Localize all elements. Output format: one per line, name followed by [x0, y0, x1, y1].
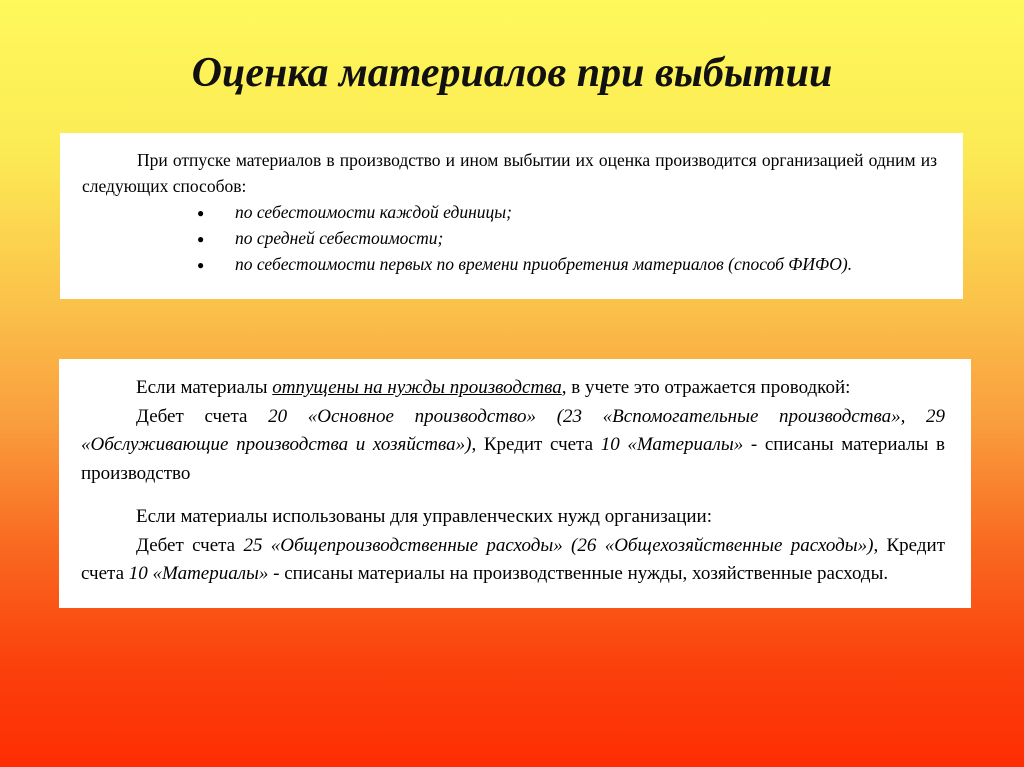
text-run: 20 «Основное производство» (23 «Вспомогательные производства», 29 «Обслуживающие производства и хозяйства»)	[81, 405, 945, 455]
list-item: ● по себестоимости первых по времени приобретения материалов (способ ФИФО).	[235, 251, 937, 277]
list-item: ● по средней себестоимости;	[235, 225, 937, 251]
valuation-methods-box	[60, 133, 963, 299]
list-item: ● по себестоимости каждой единицы;	[235, 199, 937, 225]
entry-paragraph	[81, 503, 945, 532]
intro-paragraph: При отпуске материалов в производство и ином выбытии их оценка производится организацией одним из следующих способов:	[82, 150, 937, 196]
text-run: Если материалы использованы для управленческих нужд организации:	[136, 506, 713, 527]
blank-line	[81, 488, 945, 503]
text-run: 10 «Материалы»	[128, 563, 269, 584]
text-run: - списаны материалы в производство	[81, 434, 945, 484]
text-run: 25 «Общепроизводственные расходы» (26 «Общехозяйственные расходы»)	[243, 534, 874, 556]
accounting-entries-box	[59, 359, 971, 608]
text-run: Дебет счета	[136, 405, 269, 427]
valuation-methods-list	[82, 199, 937, 277]
text-run: - списаны материалы на производственные нужды, хозяйственные расходы.	[268, 563, 889, 584]
slide-title: Оценка материалов при выбытии	[191, 50, 833, 96]
text-run: , Кредит счета	[81, 534, 945, 584]
text-run: отпущены на нужды производства	[272, 377, 562, 398]
text-run: , в учете это отражается проводкой:	[561, 377, 851, 398]
entry-paragraph	[81, 403, 945, 489]
text-run: , Кредит счета	[471, 434, 601, 455]
text-run: Если материалы	[136, 377, 273, 398]
text-run: Дебет счета	[136, 534, 244, 556]
entry-paragraph	[81, 532, 945, 589]
text-run: 10 «Материалы»	[600, 434, 744, 455]
entry-paragraph	[81, 374, 945, 403]
